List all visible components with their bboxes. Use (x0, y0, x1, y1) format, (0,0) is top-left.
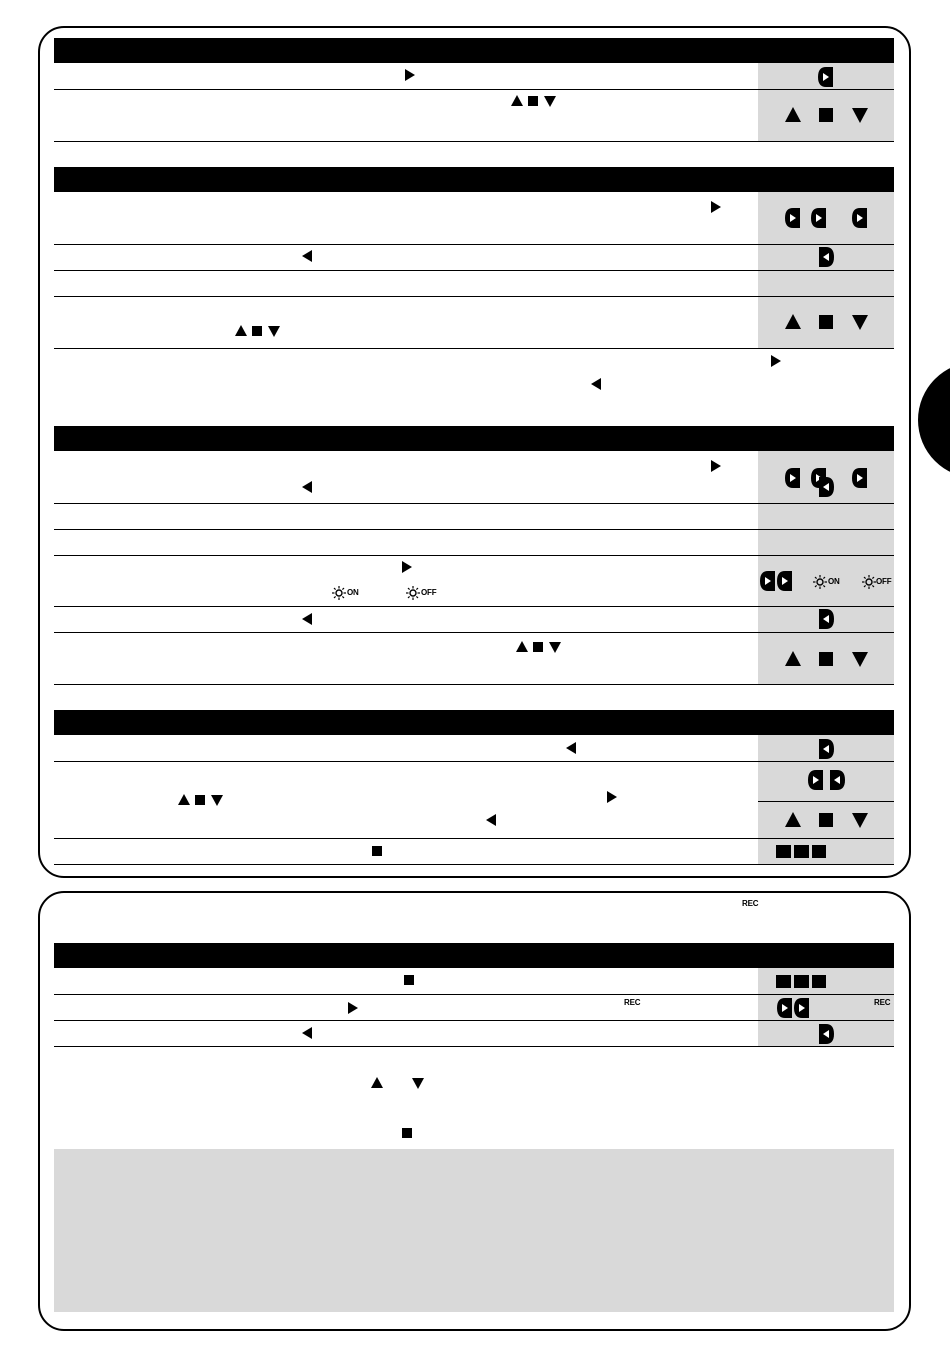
row-divider (54, 864, 894, 865)
up-icon (516, 641, 528, 652)
stop-icon (794, 845, 809, 858)
down-icon (544, 96, 556, 107)
play-left-icon (302, 250, 312, 262)
note-box (54, 1149, 894, 1312)
rec-label: REC (742, 899, 759, 908)
sun-off-label: OFF (421, 588, 437, 597)
up-icon (785, 812, 801, 827)
remote-key-right-icon (784, 467, 802, 494)
stop-icon (812, 845, 826, 858)
remote-key-right-icon (817, 66, 835, 93)
play-left-icon (302, 1027, 312, 1039)
row-divider (54, 141, 894, 142)
up-icon (785, 107, 801, 122)
stop-icon (819, 652, 833, 666)
down-icon (268, 326, 280, 337)
stop-icon (819, 315, 833, 329)
remote-key-right-icon (759, 570, 777, 597)
play-left-icon (591, 378, 601, 390)
row-divider (54, 503, 894, 504)
remote-key-right-icon (784, 207, 802, 234)
down-icon (852, 652, 868, 667)
play-right-icon (607, 791, 617, 803)
stop-icon (819, 813, 833, 827)
play-left-icon (566, 742, 576, 754)
section-header-bar (54, 426, 894, 451)
stop-icon (794, 975, 809, 988)
rec-label: REC (874, 998, 891, 1007)
row-divider (54, 606, 894, 607)
row-divider (54, 632, 894, 633)
remote-key-right-icon (810, 207, 828, 234)
play-right-icon (711, 201, 721, 213)
row-divider (54, 1020, 894, 1021)
play-right-icon (348, 1002, 358, 1014)
stop-icon (528, 96, 538, 106)
row-divider (54, 555, 894, 556)
down-icon (852, 315, 868, 330)
stop-icon (195, 795, 205, 805)
row-divider (54, 838, 894, 839)
stop-icon (402, 1128, 412, 1138)
row-divider (54, 529, 894, 530)
row-divider (54, 994, 894, 995)
down-icon (852, 108, 868, 123)
remote-key-right-icon (851, 467, 869, 494)
sun-off-icon (406, 586, 420, 605)
remote-key-left-icon (817, 246, 835, 273)
stop-icon (776, 845, 791, 858)
row-divider (54, 761, 894, 762)
remote-key-left-icon (817, 476, 835, 503)
remote-key-right-icon (776, 570, 794, 597)
section-header-bar (54, 943, 894, 968)
row-divider (54, 348, 894, 349)
down-icon (412, 1078, 424, 1089)
section-header-bar (54, 167, 894, 192)
remote-key-right-icon (851, 207, 869, 234)
sun-on-label: ON (347, 588, 359, 597)
sun-off-label: OFF (876, 577, 892, 586)
stop-icon (812, 975, 826, 988)
section-header-bar (54, 38, 894, 63)
remote-key-left-icon (817, 608, 835, 635)
remote-key-right-icon (776, 997, 794, 1024)
remote-key-right-icon (807, 769, 825, 796)
row-divider (54, 244, 894, 245)
play-right-icon (711, 460, 721, 472)
stop-icon (819, 108, 833, 122)
play-right-icon (405, 69, 415, 81)
row-divider (758, 801, 894, 802)
sun-on-icon (332, 586, 346, 605)
row-divider (54, 270, 894, 271)
rec-label: REC (624, 998, 641, 1007)
stop-icon (533, 642, 543, 652)
row-divider (54, 296, 894, 297)
up-icon (178, 794, 190, 805)
stop-icon (776, 975, 791, 988)
play-left-icon (302, 613, 312, 625)
play-left-icon (486, 814, 496, 826)
row-divider (54, 89, 894, 90)
sun-on-label: ON (828, 577, 840, 586)
stop-icon (252, 326, 262, 336)
remote-key-left-icon (828, 769, 846, 796)
remote-key-left-icon (817, 1023, 835, 1050)
sun-off-icon (862, 575, 876, 594)
up-icon (511, 95, 523, 106)
row-divider (54, 1046, 894, 1047)
play-left-icon (302, 481, 312, 493)
stop-icon (372, 846, 382, 856)
remote-key-right-icon (793, 997, 811, 1024)
sun-on-icon (813, 575, 827, 594)
up-icon (235, 325, 247, 336)
play-right-icon (402, 561, 412, 573)
down-icon (852, 813, 868, 828)
up-icon (371, 1077, 383, 1088)
down-icon (211, 795, 223, 806)
down-icon (549, 642, 561, 653)
up-icon (785, 314, 801, 329)
section-tab (918, 362, 950, 478)
stop-icon (404, 975, 414, 985)
up-icon (785, 651, 801, 666)
section-header-bar (54, 710, 894, 735)
remote-key-left-icon (817, 738, 835, 765)
row-divider (54, 684, 894, 685)
play-right-icon (771, 355, 781, 367)
